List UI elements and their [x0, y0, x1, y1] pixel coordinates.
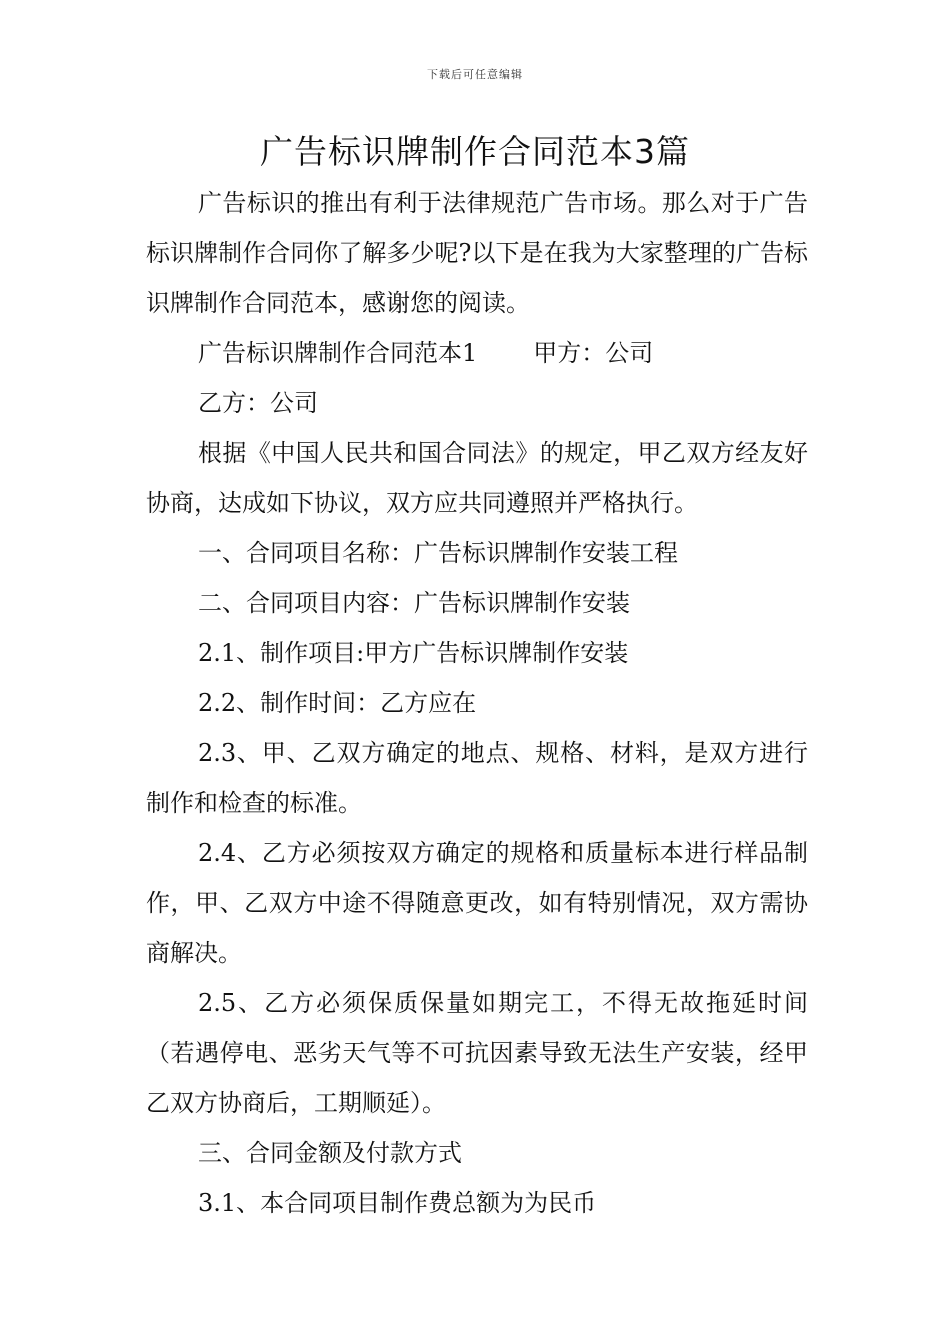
clause-3-1-total-fee: 3.1、本合同项目制作费总额为为民币	[198, 1189, 597, 1217]
clause-2-3-standard: 2.3、甲、乙双方确定的地点、规格、材料，是双方进行制作和检查的标准。	[146, 739, 808, 817]
page-header-note: 下载后可任意编辑	[427, 68, 523, 81]
document-title: 广告标识牌制作合同范本3篇	[260, 132, 690, 171]
intro-paragraph: 广告标识的推出有利于法律规范广告市场。那么对于广告标识牌制作合同你了解多少呢?以下是在我为大家整理的广告标识牌制作合同范本，感谢您的阅读。	[146, 189, 808, 317]
clause-2-1-item: 2.1、制作项目:甲方广告标识牌制作安装	[198, 639, 629, 667]
contract-heading-row	[146, 328, 808, 378]
contract-sample-title: 广告标识牌制作合同范本1	[198, 339, 478, 367]
clause-3-amount-payment: 三、合同金额及付款方式	[198, 1139, 462, 1167]
clause-2-5-schedule: 2.5、乙方必须保质保量如期完工，不得无故拖延时间（若遇停电、恶劣天气等不可抗因素导致无法生产安装，经甲乙双方协商后，工期顺延）。	[146, 989, 808, 1117]
clause-2-2-time: 2.2、制作时间：乙方应在	[198, 689, 477, 717]
spacer	[477, 328, 533, 378]
party-a-line: 甲方：公司	[533, 339, 654, 367]
document-body	[146, 178, 808, 1228]
clause-1-project-name: 一、合同项目名称：广告标识牌制作安装工程	[198, 539, 678, 567]
clause-2-project-content: 二、合同项目内容：广告标识牌制作安装	[198, 589, 630, 617]
legal-basis-paragraph: 根据《中国人民共和国合同法》的规定，甲乙双方经友好协商，达成如下协议，双方应共同遵照并严格执行。	[146, 439, 808, 517]
clause-2-4-sample: 2.4、乙方必须按双方确定的规格和质量标本进行样品制作，甲、乙双方中途不得随意更改，如有特别情况，双方需协商解决。	[146, 839, 808, 967]
party-b-line: 乙方：公司	[198, 389, 318, 417]
